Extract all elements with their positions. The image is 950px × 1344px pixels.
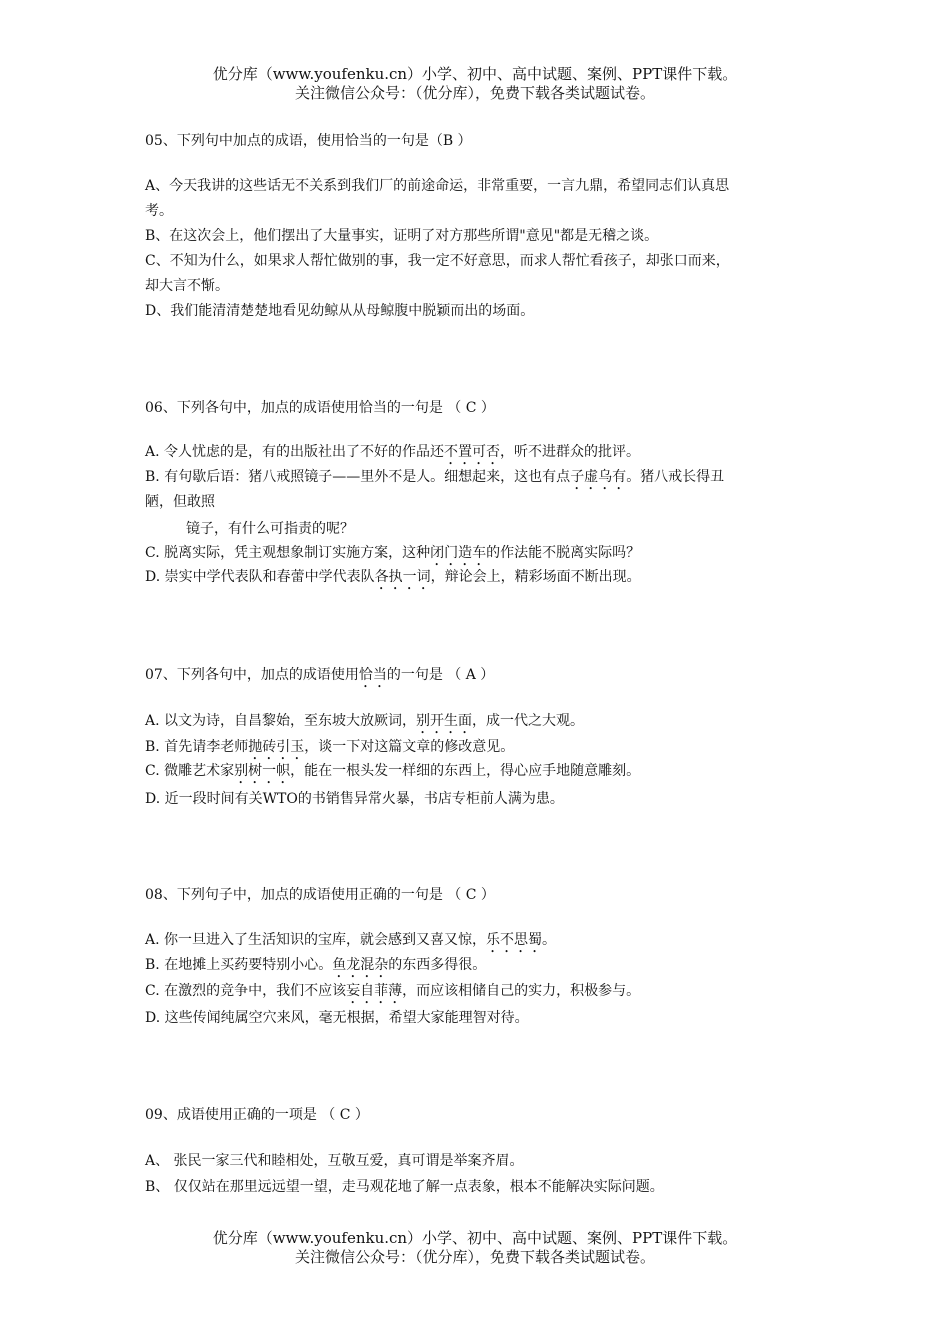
header-line-2: 关注微信公众号：（优分库），免费下载各类试题试卷。 — [294, 84, 655, 102]
q09-option-b: B、 仅仅站在那里远远望一望，走马观花地了解一点表象，根本不能解决实际问题。 — [145, 1179, 664, 1195]
q07-c-idiom: 别树一帜 — [234, 763, 291, 779]
q06-d-post: ，辩论会上，精彩场面不断出现。 — [430, 569, 641, 585]
q06-d-pre: D. 崇实中学代表队和春蕾中学代表队 — [145, 569, 375, 585]
q06-d-idiom: 各执一词 — [374, 569, 431, 585]
q08-option-b — [145, 955, 486, 981]
q08-d-idiom: 空穴来风 — [248, 1010, 305, 1026]
q07-stem-post: 的一句是 （ A ） — [386, 667, 495, 683]
q08-c-pre: C. 在激烈的竞争中，我们不应该 — [145, 983, 347, 999]
q05-option-d: D、我们能清清楚楚地看见幼鲸从从母鲸腹中脱颖而出的场面。 — [145, 303, 535, 319]
q07-b-pre: B. 首先请李老师 — [145, 739, 249, 755]
q08-option-c — [145, 981, 640, 1007]
q06-a-pre: A. 令人忧虑的是，有的出版社出了不好的作品还 — [145, 444, 445, 460]
q07-option-c — [145, 761, 640, 787]
q09-option-a: A、 张民一家三代和睦相处，互敬互爱，真可谓是举案齐眉。 — [145, 1153, 524, 1169]
q08-c-post: ，而应该相储自己的实力，积极参与。 — [402, 983, 641, 999]
q06-a-idiom: 不置可否 — [444, 444, 501, 460]
q06-option-d — [145, 567, 641, 593]
q07-c-pre: C. 微雕艺术家 — [145, 763, 235, 779]
footer-line-1: 优分库（www.youfenku.cn）小学、初中、高中试题、案例、PPT课件下载。 — [212, 1229, 738, 1247]
q07-b-idiom: 抛砖引玉 — [248, 739, 305, 755]
q07-option-d: D. 近一段时间有关WTO的书销售异常火暴，书店专柜前人满为患。 — [145, 791, 564, 807]
header-line-1: 优分库（www.youfenku.cn）小学、初中、高中试题、案例、PPT课件下载。 — [212, 65, 738, 83]
q08-a-idiom: 乐不思蜀 — [486, 932, 543, 948]
page-header — [0, 65, 950, 103]
page-footer — [0, 1229, 950, 1267]
q07-a-post: ，成一代之大观。 — [472, 713, 585, 729]
footer-line-2: 关注微信公众号：（优分库），免费下载各类试题试卷。 — [294, 1248, 655, 1266]
q07-option-a — [145, 711, 584, 737]
q06-option-b-cont2: 镜子，有什么可指责的呢？ — [186, 521, 354, 537]
q06-option-b — [145, 467, 724, 493]
q06-b-pre: B. 有句歇后语：猪八戒照镜子——里外不是人。细想起来，这也有点 — [145, 469, 571, 485]
q07-stem — [145, 664, 494, 691]
q08-d-post: ，毫无根据，希望大家能理智对待。 — [304, 1010, 529, 1026]
q06-b-post: 。猪八戒长得丑 — [626, 469, 725, 485]
q08-option-d — [145, 1008, 529, 1028]
q08-stem: 08、下列句子中，加点的成语使用正确的一句是 （ C ） — [145, 887, 495, 903]
q07-a-idiom: 别开生面 — [416, 713, 473, 729]
q06-option-b-cont: 陋，但敢照 — [145, 494, 215, 510]
q08-option-a — [145, 930, 556, 956]
q08-b-post: 的东西多得很。 — [388, 957, 487, 973]
q08-c-idiom: 妄自菲薄 — [346, 983, 403, 999]
q06-c-post: 的作法能不脱离实际吗？ — [486, 545, 641, 561]
q06-stem: 06、下列各句中，加点的成语使用恰当的一句是 （ C ） — [145, 400, 495, 416]
q05-option-b: B、在这次会上，他们摆出了大量事实，证明了对方那些所谓"意见"都是无稽之谈。 — [145, 228, 659, 244]
q05-stem: 05、下列句中加点的成语，使用恰当的一句是（B ） — [145, 133, 472, 149]
q05-option-c: C、不知为什么，如果求人帮忙做别的事，我一定不好意思，而求人帮忙看孩子，却张口而来， — [145, 253, 730, 269]
q07-stem-pre: 07、下列各句中，加点的成语使用 — [145, 667, 359, 683]
q09-stem: 09、成语使用正确的一项是 （ C ） — [145, 1107, 369, 1123]
q07-a-pre: A. 以文为诗，自昌黎始，至东坡大放厥词， — [145, 713, 417, 729]
q08-a-post: 。 — [542, 932, 557, 948]
q05-option-c-cont: 却大言不惭。 — [145, 278, 229, 294]
q08-a-pre: A. 你一旦进入了生活知识的宝库，就会感到又喜又惊， — [145, 932, 487, 948]
q06-b-idiom: 子虚乌有 — [570, 469, 627, 485]
q07-option-b — [145, 737, 514, 763]
q06-a-post: ，听不进群众的批评。 — [500, 444, 641, 460]
q08-d-pre: D. 这些传闻纯属 — [145, 1010, 249, 1026]
q08-b-idiom: 鱼龙混杂 — [332, 957, 389, 973]
q06-option-a — [145, 442, 640, 468]
q06-c-idiom: 闭门造车 — [430, 545, 487, 561]
q06-c-pre: C. 脱离实际，凭主观想象制订实施方案，这种 — [145, 545, 431, 561]
q06-option-c — [145, 543, 640, 569]
q07-c-post: ，能在一根头发一样细的东西上，得心应手地随意雕刻。 — [290, 763, 641, 779]
q07-stem-dot: 恰当 — [358, 667, 387, 683]
q08-b-pre: B. 在地摊上买药要特别小心。 — [145, 957, 333, 973]
q05-option-a-cont: 考。 — [145, 203, 173, 219]
q05-option-a: A、今天我讲的这些话无不关系到我们厂的前途命运，非常重要，一言九鼎，希望同志们认真思 — [145, 178, 730, 194]
q07-b-post: ，谈一下对这篇文章的修改意见。 — [304, 739, 515, 755]
